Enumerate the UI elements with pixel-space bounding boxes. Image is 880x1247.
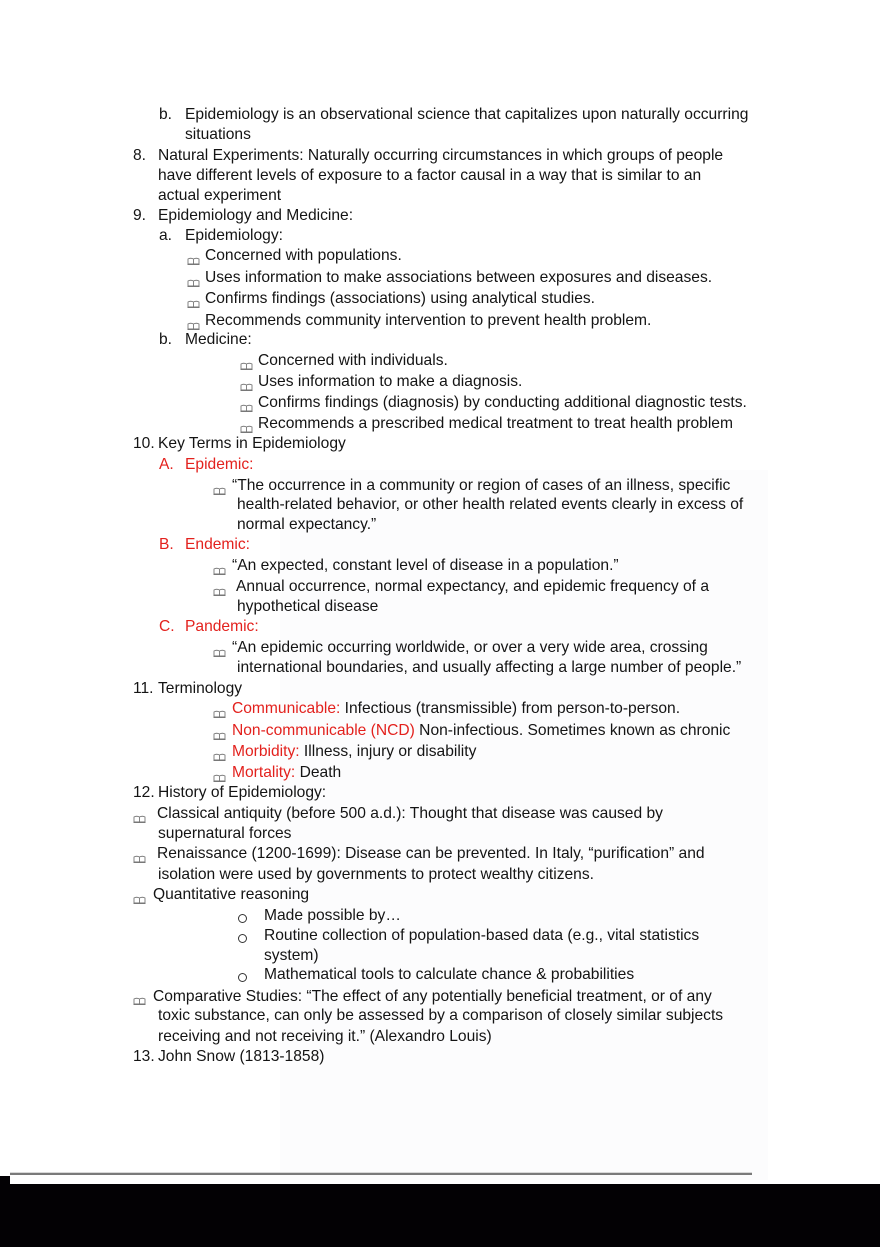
circle-bullet-icon bbox=[238, 934, 247, 943]
section-heading: History of Epidemiology: bbox=[158, 784, 327, 801]
book-icon bbox=[240, 383, 253, 391]
book-icon bbox=[187, 279, 200, 287]
history-text: Quantitative reasoning bbox=[153, 886, 310, 903]
bullet-text: Concerned with individuals. bbox=[258, 352, 448, 369]
book-icon bbox=[240, 404, 253, 412]
term-morbidity: Morbidity: bbox=[232, 743, 300, 760]
book-icon bbox=[240, 362, 253, 370]
book-icon bbox=[213, 487, 226, 495]
comparative-text: toxic substance, can only be assessed by a comparison of closely similar subjects bbox=[158, 1007, 724, 1024]
list-marker: a. bbox=[159, 227, 173, 244]
list-text: have different levels of exposure to a factor causal in a way that is similar to an bbox=[158, 167, 702, 184]
comparative-text: receiving and not receiving it.” (Alexandro Louis) bbox=[158, 1028, 492, 1045]
section-heading: Terminology bbox=[158, 680, 243, 697]
term-definition: Non-infectious. Sometimes known as chronic bbox=[414, 722, 731, 739]
list-marker: 8. bbox=[133, 147, 147, 164]
bullet-text: health-related behavior, or other health related events clearly in excess of bbox=[237, 496, 744, 513]
circle-bullet-icon bbox=[238, 914, 247, 923]
sub-bullet-text: Mathematical tools to calculate chance & probabilities bbox=[264, 966, 635, 983]
sub-bullet-text: Made possible by… bbox=[264, 907, 401, 924]
list-text: actual experiment bbox=[158, 187, 282, 204]
bullet-text: Annual occurrence, normal expectancy, and epidemic frequency of a bbox=[236, 578, 709, 595]
bullet-text: normal expectancy.” bbox=[237, 516, 377, 533]
bullet-text: Uses information to make associations between exposures and diseases. bbox=[205, 269, 713, 286]
list-marker: 10. bbox=[133, 435, 155, 452]
book-icon bbox=[187, 257, 200, 265]
term-marker: A. bbox=[159, 456, 174, 473]
list-marker: 11. bbox=[133, 680, 154, 697]
bullet-text: Concerned with populations. bbox=[205, 247, 402, 264]
book-icon bbox=[133, 815, 146, 823]
bullet-text: “An epidemic occurring worldwide, or over a very wide area, crossing bbox=[232, 639, 708, 656]
circle-bullet-icon bbox=[238, 973, 247, 982]
bullet-text: Uses information to make a diagnosis. bbox=[258, 373, 523, 390]
terminology-item bbox=[232, 721, 730, 741]
terminology-item bbox=[232, 742, 476, 762]
book-icon bbox=[133, 997, 146, 1005]
sub-bullet-text: Routine collection of population-based data (e.g., vital statistics bbox=[264, 927, 700, 944]
list-text: Epidemiology is an observational science that capitalizes upon naturally occurring bbox=[185, 106, 749, 123]
history-text: supernatural forces bbox=[158, 825, 292, 842]
book-icon bbox=[213, 588, 226, 596]
book-icon bbox=[133, 896, 146, 904]
book-icon bbox=[133, 855, 146, 863]
terminology-item bbox=[232, 763, 341, 783]
term-marker: B. bbox=[159, 536, 174, 553]
bullet-text: Recommends a prescribed medical treatment to treat health problem bbox=[258, 415, 733, 432]
book-icon bbox=[240, 425, 253, 433]
book-icon bbox=[213, 753, 226, 761]
bullet-text: Confirms findings (associations) using analytical studies. bbox=[205, 290, 596, 307]
book-icon bbox=[213, 567, 226, 575]
bullet-text: “An expected, constant level of disease in a population.” bbox=[232, 557, 619, 574]
list-marker: 9. bbox=[133, 207, 147, 224]
term-marker: C. bbox=[159, 618, 175, 635]
term-heading-endemic: Endemic: bbox=[185, 536, 251, 553]
history-text: Renaissance (1200-1699): Disease can be prevented. In Italy, “purification” and bbox=[157, 845, 705, 862]
page-divider bbox=[10, 1172, 752, 1175]
terminology-item bbox=[232, 699, 680, 719]
term-definition: Infectious (transmissible) from person-to-person. bbox=[340, 700, 681, 717]
book-icon bbox=[187, 300, 200, 308]
bullet-text: hypothetical disease bbox=[237, 598, 379, 615]
list-marker: 12. bbox=[133, 784, 155, 801]
term-definition: Illness, injury or disability bbox=[299, 743, 477, 760]
subsection-heading: Epidemiology: bbox=[185, 227, 283, 244]
book-icon bbox=[213, 732, 226, 740]
list-marker: b. bbox=[159, 331, 173, 348]
term-heading-epidemic: Epidemic: bbox=[185, 456, 254, 473]
footer-black-band bbox=[0, 1184, 880, 1247]
section-heading: John Snow (1813-1858) bbox=[158, 1048, 325, 1065]
term-heading-pandemic: Pandemic: bbox=[185, 618, 259, 635]
term-non-communicable: Non-communicable (NCD) bbox=[232, 722, 415, 739]
bullet-text: international boundaries, and usually affecting a large number of people.” bbox=[237, 659, 742, 676]
subsection-heading: Medicine: bbox=[185, 331, 252, 348]
history-text: Classical antiquity (before 500 a.d.): Thought that disease was caused by bbox=[157, 805, 663, 822]
book-icon bbox=[213, 710, 226, 718]
bullet-text: Confirms findings (diagnosis) by conducting additional diagnostic tests. bbox=[258, 394, 747, 411]
list-text: Natural Experiments: Naturally occurring circumstances in which groups of people bbox=[158, 147, 724, 164]
term-definition: Death bbox=[295, 764, 342, 781]
comparative-text: Comparative Studies: “The effect of any potentially beneficial treatment, or of any bbox=[153, 988, 712, 1005]
section-heading: Epidemiology and Medicine: bbox=[158, 207, 354, 224]
history-text: isolation were used by governments to protect wealthy citizens. bbox=[158, 866, 594, 883]
section-heading: Key Terms in Epidemiology bbox=[158, 435, 346, 452]
book-icon bbox=[187, 322, 200, 330]
term-communicable: Communicable: bbox=[232, 700, 341, 717]
list-text: situations bbox=[185, 126, 251, 143]
book-icon bbox=[213, 649, 226, 657]
book-icon bbox=[213, 774, 226, 782]
list-marker: b. bbox=[159, 106, 173, 123]
term-mortality: Mortality: bbox=[232, 764, 296, 781]
bullet-text: Recommends community intervention to prevent health problem. bbox=[205, 312, 652, 329]
bullet-text: “The occurrence in a community or region of cases of an illness, specific bbox=[232, 477, 731, 494]
list-marker: 13. bbox=[133, 1048, 155, 1065]
sub-bullet-text: system) bbox=[264, 947, 319, 964]
